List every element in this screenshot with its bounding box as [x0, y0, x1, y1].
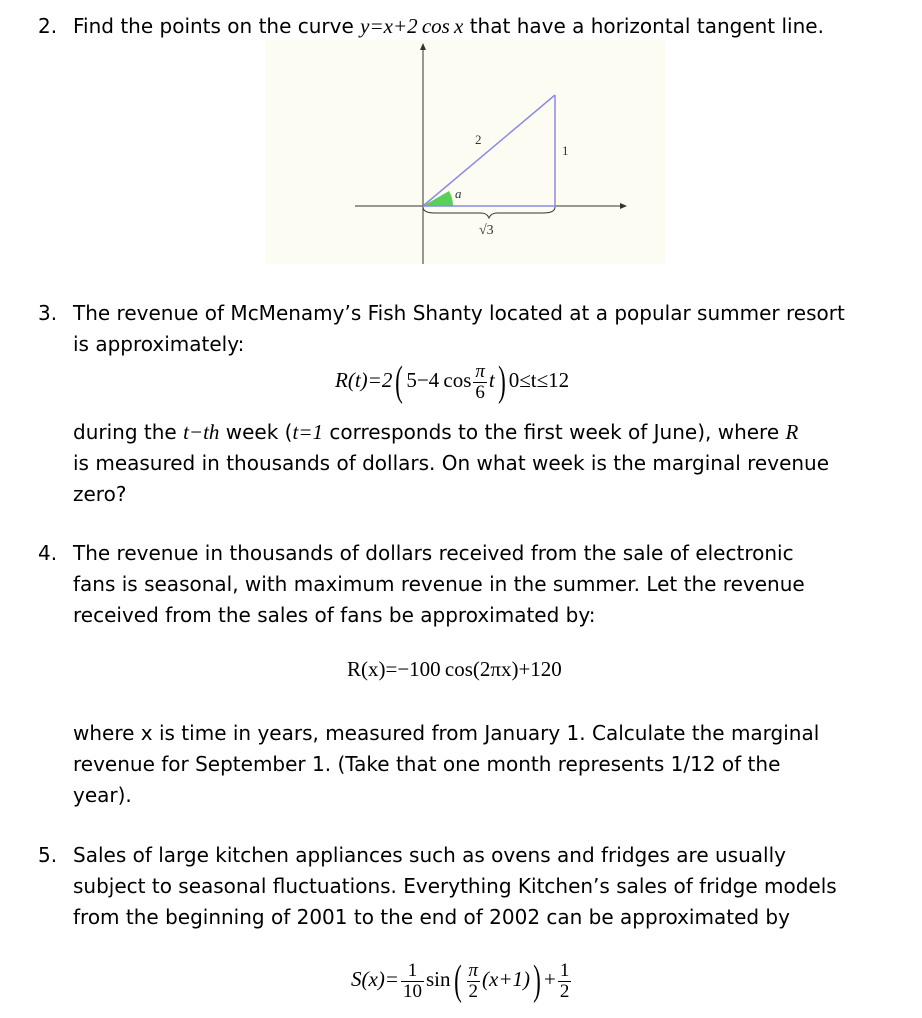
text-segment: that have a horizontal tangent line. — [463, 14, 824, 38]
fan-revenue-formula: R(x)=−100 cos(2πx)+120 — [347, 657, 562, 681]
text-line: is measured in thousands of dollars. On what week is the marginal revenue — [73, 451, 830, 475]
hypotenuse — [423, 95, 555, 206]
triangle-figure — [265, 40, 665, 264]
text-line: is approximately: — [73, 332, 245, 356]
formula-arg: (x+1) — [482, 966, 531, 991]
triangle-diagram — [265, 40, 665, 264]
text-segment: corresponds to the first week of June), where — [323, 420, 786, 444]
plus-sign: + — [544, 966, 556, 991]
text-segment: Find the points on the curve — [73, 14, 361, 38]
text-line: zero? — [73, 482, 127, 506]
problem-number: 3. — [38, 301, 58, 325]
text-line — [73, 420, 798, 445]
paren-open: ( — [453, 958, 462, 1004]
text-line: subject to seasonal fluctuations. Everything Kitchen’s sales of fridge models — [73, 874, 837, 898]
text-line: year). — [73, 783, 132, 807]
y-axis-arrow — [420, 43, 426, 50]
text-line: The revenue of McMenamy’s Fish Shanty located at a popular summer resort — [73, 301, 845, 325]
frac-denominator: 10 — [402, 980, 422, 1002]
x-axis-arrow — [620, 203, 627, 209]
formula-var: t — [488, 367, 495, 392]
angle-label: a — [455, 186, 462, 201]
problem-number: 5. — [38, 843, 58, 867]
curve-equation: y=x+2 cos x — [360, 14, 464, 38]
inline-math: R — [785, 420, 799, 444]
paren-close: ) — [497, 359, 506, 405]
fraction — [401, 961, 424, 1002]
sales-formula — [351, 960, 573, 1002]
formula-lhs: S(x)= — [351, 966, 399, 991]
formula-inner: 5−4 cos — [406, 367, 472, 392]
frac-numerator: π — [468, 959, 479, 981]
frac-denominator: 2 — [468, 980, 479, 1002]
text-segment: week ( — [219, 420, 293, 444]
frac-numerator: 1 — [401, 961, 424, 982]
text-line: Sales of large kitchen appliances such as ovens and fridges are usually — [73, 843, 786, 867]
fraction — [558, 961, 572, 1002]
text-line: The revenue in thousands of dollars received from the sale of electronic — [73, 541, 794, 565]
frac-numerator: π — [475, 360, 485, 382]
formula-domain: 0≤t≤12 — [508, 367, 570, 392]
fraction — [467, 961, 481, 1002]
revenue-formula — [335, 361, 569, 403]
text-line: received from the sales of fans be approximated by: — [73, 603, 596, 627]
problem-number: 4. — [38, 541, 58, 565]
sin-function: sin — [425, 966, 451, 991]
paren-open: ( — [395, 359, 404, 405]
frac-denominator: 2 — [559, 980, 570, 1002]
problem-text — [73, 14, 824, 39]
inline-math: t−th — [183, 420, 220, 444]
text-line: where x is time in years, measured from January 1. Calculate the marginal — [73, 721, 820, 745]
frac-denominator: 6 — [475, 381, 485, 403]
adjacent-label: √3 — [479, 223, 494, 238]
text-line: fans is seasonal, with maximum revenue in the summer. Let the revenue — [73, 572, 805, 596]
paren-close: ) — [533, 958, 541, 1004]
problem-number: 2. — [38, 14, 58, 38]
opposite-label: 1 — [562, 143, 569, 158]
formula-lhs: R(t)=2 — [335, 367, 393, 392]
text-line: revenue for September 1. (Take that one month represents 1/12 of the — [73, 752, 781, 776]
frac-numerator: 1 — [559, 959, 570, 981]
inline-math: t=1 — [292, 420, 323, 444]
text-line: from the beginning of 2001 to the end of 2002 can be approximated by — [73, 905, 790, 929]
fraction — [473, 362, 487, 403]
text-segment: during the — [73, 420, 184, 444]
hypotenuse-label: 2 — [475, 132, 482, 147]
base-brace — [423, 207, 555, 218]
